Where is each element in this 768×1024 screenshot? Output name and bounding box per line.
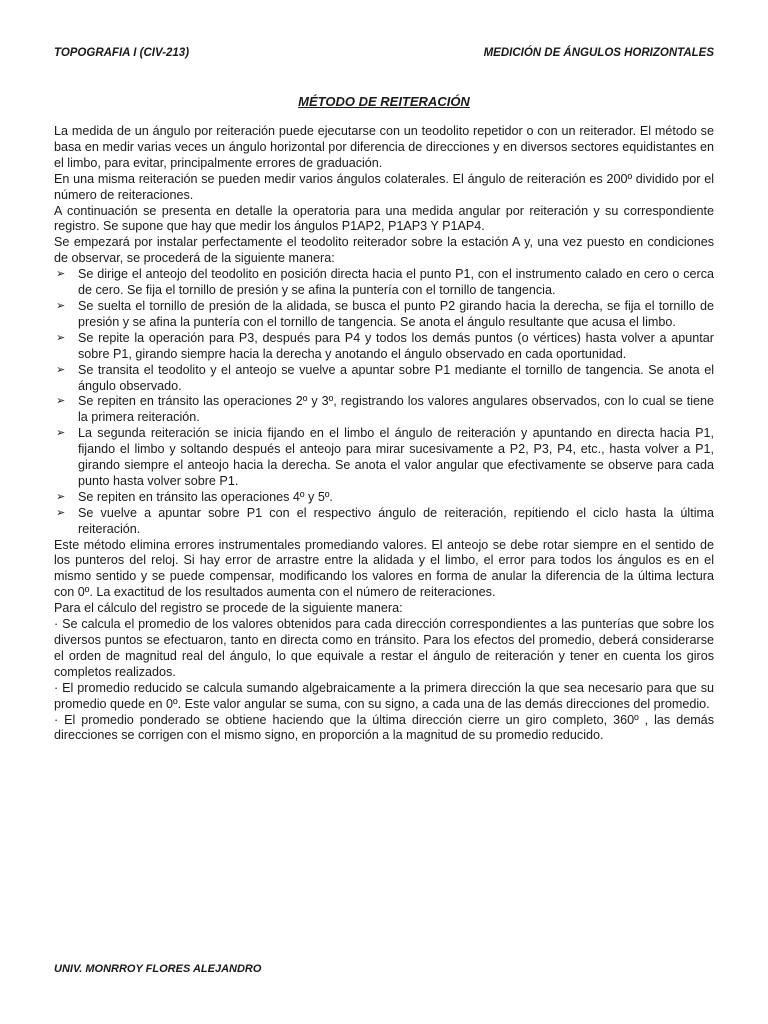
arrow-bullet-icon: ➢ (56, 395, 66, 408)
procedure-item: ➢ Se repite la operación para P3, después para P4 y todos los demás puntos (o vértices) hasta volver a apuntar sobre P1, girando siempre hacia la derecha y anotando el ángulo observado en cada oportunidad. (56, 330, 714, 361)
arrow-bullet-icon: ➢ (56, 490, 66, 503)
procedure-item: ➢ La segunda reiteración se inicia fijando en el limbo el ángulo de reiteración y apuntando en directa hacia P1, fijando el limbo y soltando después el anteojo para mirar sucesivamente a P2, P3, P4, etc., hasta volver a P1, girando siempre el anteojo hacia la derecha. Se anota el valor angular que efectivamente se observe para cada punto hasta volver sobre P1. (56, 426, 714, 488)
procedure-item: ➢ Se transita el teodolito y el anteojo se vuelve a apuntar sobre P1 mediante el tornillo de tangencia. Se anota el ángulo observado. (56, 362, 714, 393)
intro-paragraph: Se empezará por instalar perfectamente el teodolito reiterador sobre la estación A y, una vez puesto en condiciones de observar, se procederá de la siguiente manera: (54, 235, 714, 266)
arrow-bullet-icon: ➢ (56, 506, 66, 519)
arrow-bullet-icon: ➢ (56, 363, 66, 376)
calc-step: · El promedio ponderado se obtiene haciendo que la última dirección cierre un giro completo, 360º , las demás direcciones se corrigen con el mismo signo, en proporción a la magnitud de su promedio reducido. (54, 712, 714, 743)
arrow-bullet-icon: ➢ (56, 299, 66, 312)
body-paragraph: Este método elimina errores instrumentales promediando valores. El anteojo se debe rotar siempre en el sentido de los punteros del reloj. Si hay error de arrastre entre la alidada y el limbo, el error para todos los ángulos es en el mismo sentido y se puede compensar, modificando los valores en forma de anular la diferencia de la última lectura con 0º. La exactitud de los resultados aumenta con el número de reiteraciones. (54, 537, 714, 600)
procedure-list (54, 267, 714, 537)
intro-paragraph: A continuación se presenta en detalle la operatoria para una medida angular por reiteración y su correspondiente registro. Se supone que hay que medir los ángulos P1AP2, P1AP3 Y P1AP4. (54, 203, 714, 234)
document-body (54, 124, 714, 744)
header-topic: MEDICIÓN DE ÁNGULOS HORIZONTALES (483, 47, 714, 59)
intro-paragraph: La medida de un ángulo por reiteración puede ejecutarse con un teodolito repetidor o con un reiterador. El método se basa en medir varias veces un ángulo horizontal por diferencia de direcciones y en diversos sectores equidistantes en el limbo, para evitar, principalmente errores de graduación. (54, 124, 714, 170)
procedure-item: ➢ Se vuelve a apuntar sobre P1 con el respectivo ángulo de reiteración, repitiendo el ciclo hasta la última reiteración. (56, 505, 714, 536)
arrow-bullet-icon: ➢ (56, 427, 66, 440)
procedure-item: ➢ Se dirige el anteojo del teodolito en posición directa hacia el punto P1, con el instrumento calado en cero o cerca de cero. Se fija el tornillo de presión y se afina la puntería con el tornillo de tangencia. (56, 267, 714, 298)
arrow-bullet-icon: ➢ (56, 268, 66, 281)
intro-paragraph: En una misma reiteración se pueden medir varios ángulos colaterales. El ángulo de reiteración es 200º dividido por el número de reiteraciones. (54, 171, 714, 202)
document-title: MÉTODO DE REITERACIÓN (298, 94, 470, 109)
page-header (54, 47, 714, 59)
calc-step: · El promedio reducido se calcula sumando algebraicamente a la primera dirección la que sea necesario para que su promedio quede en 0º. Este valor angular se suma, con su signo, a cada una de las demás direcciones del promedio. (54, 680, 714, 711)
arrow-bullet-icon: ➢ (56, 331, 66, 344)
procedure-item: ➢ Se repiten en tránsito las operaciones 2º y 3º, registrando los valores angulares observados, con lo cual se tiene la primera reiteración. (56, 394, 714, 425)
page-footer-author: UNIV. MONRROY FLORES ALEJANDRO (54, 963, 262, 975)
header-course: TOPOGRAFIA I (CIV-213) (54, 47, 190, 59)
procedure-item: ➢ Se suelta el tornillo de presión de la alidada, se busca el punto P2 girando hacia la derecha, se fija el tornillo de presión y se afina la puntería con el tornillo de tangencia. Se anota el ángulo resultante que acusa el limbo. (56, 298, 714, 329)
procedure-item: ➢ Se repiten en tránsito las operaciones 4º y 5º. (56, 489, 333, 504)
calc-step: · Se calcula el promedio de los valores obtenidos para cada dirección correspondientes a las punterías que sobre los diversos puntos se efectuaron, tanto en directa como en tránsito. Para los efectos del promedio, deberá considerarse el orden de magnitud real del ángulo, lo que equivale a restar el ángulo de reiteración y tener en cuenta los giros completos realizados. (54, 617, 714, 679)
body-paragraph: Para el cálculo del registro se procede de la siguiente manera: (54, 601, 403, 616)
